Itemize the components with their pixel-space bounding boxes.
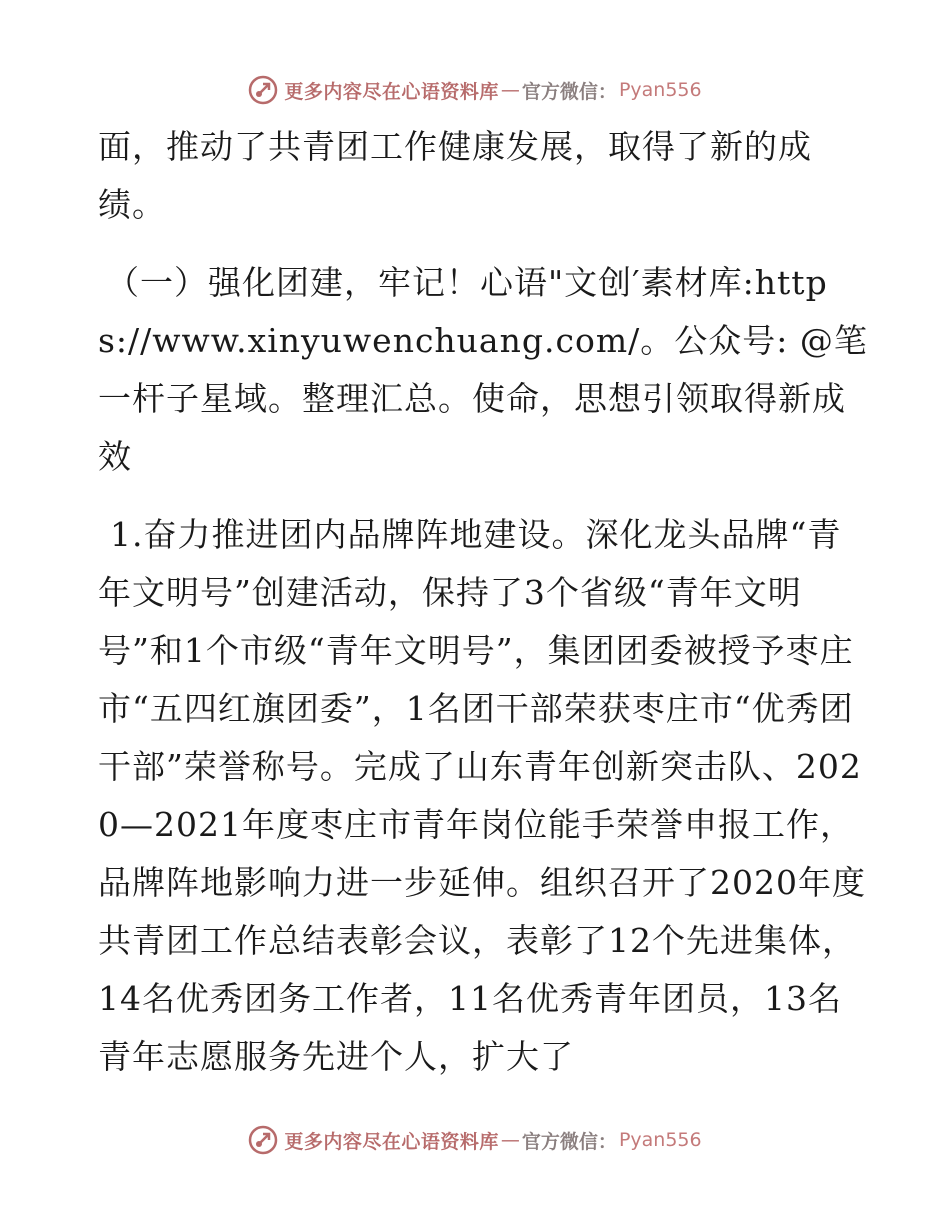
header-watermark	[0, 70, 950, 110]
watermark-main-text: 更多内容尽在心语资料库	[284, 1130, 499, 1153]
watermark-wechat-id: Pyan556	[618, 1129, 702, 1151]
watermark-wechat-label: 官方微信：	[521, 80, 617, 103]
document-body	[98, 118, 868, 1086]
section-heading: （一）强化团建，牢记！心语"文创′素材库:https://www.xinyuwenchuang.com/。公众号: @笔一杆子星域。整理汇总。使命，思想引领取得新成效	[98, 263, 868, 476]
watermark-separator: —	[500, 1129, 520, 1151]
watermark-main-text: 更多内容尽在心语资料库	[284, 80, 499, 103]
quill-logo-icon	[248, 75, 278, 105]
quill-logo-icon	[248, 1125, 278, 1155]
watermark-wechat-id: Pyan556	[618, 79, 702, 101]
watermark-separator: —	[500, 79, 520, 101]
paragraph-item-1: 1.奋力推进团内品牌阵地建设。深化龙头品牌“青年文明号”创建活动，保持了3个省级“青年文明号”和1个市级“青年文明号”，集团团委被授予枣庄市“五四红旗团委”，1名团干部荣获枣庄市“优秀团干部”荣誉称号。完成了山东青年创新突击队、2020—2021年度枣庄市青年岗位能手荣誉申报工作，品牌阵地影响力进一步延伸。组织召开了2020年度共青团工作总结表彰会议，表彰了12个先进集体，14名优秀团务工作者，11名优秀青年团员，13名青年志愿服务先进个人，扩大了	[98, 515, 866, 1076]
watermark-wechat-label: 官方微信：	[521, 1130, 617, 1153]
paragraph-continuation: 面，推动了共青团工作健康发展，取得了新的成绩。	[98, 127, 812, 224]
footer-watermark	[0, 1120, 950, 1160]
